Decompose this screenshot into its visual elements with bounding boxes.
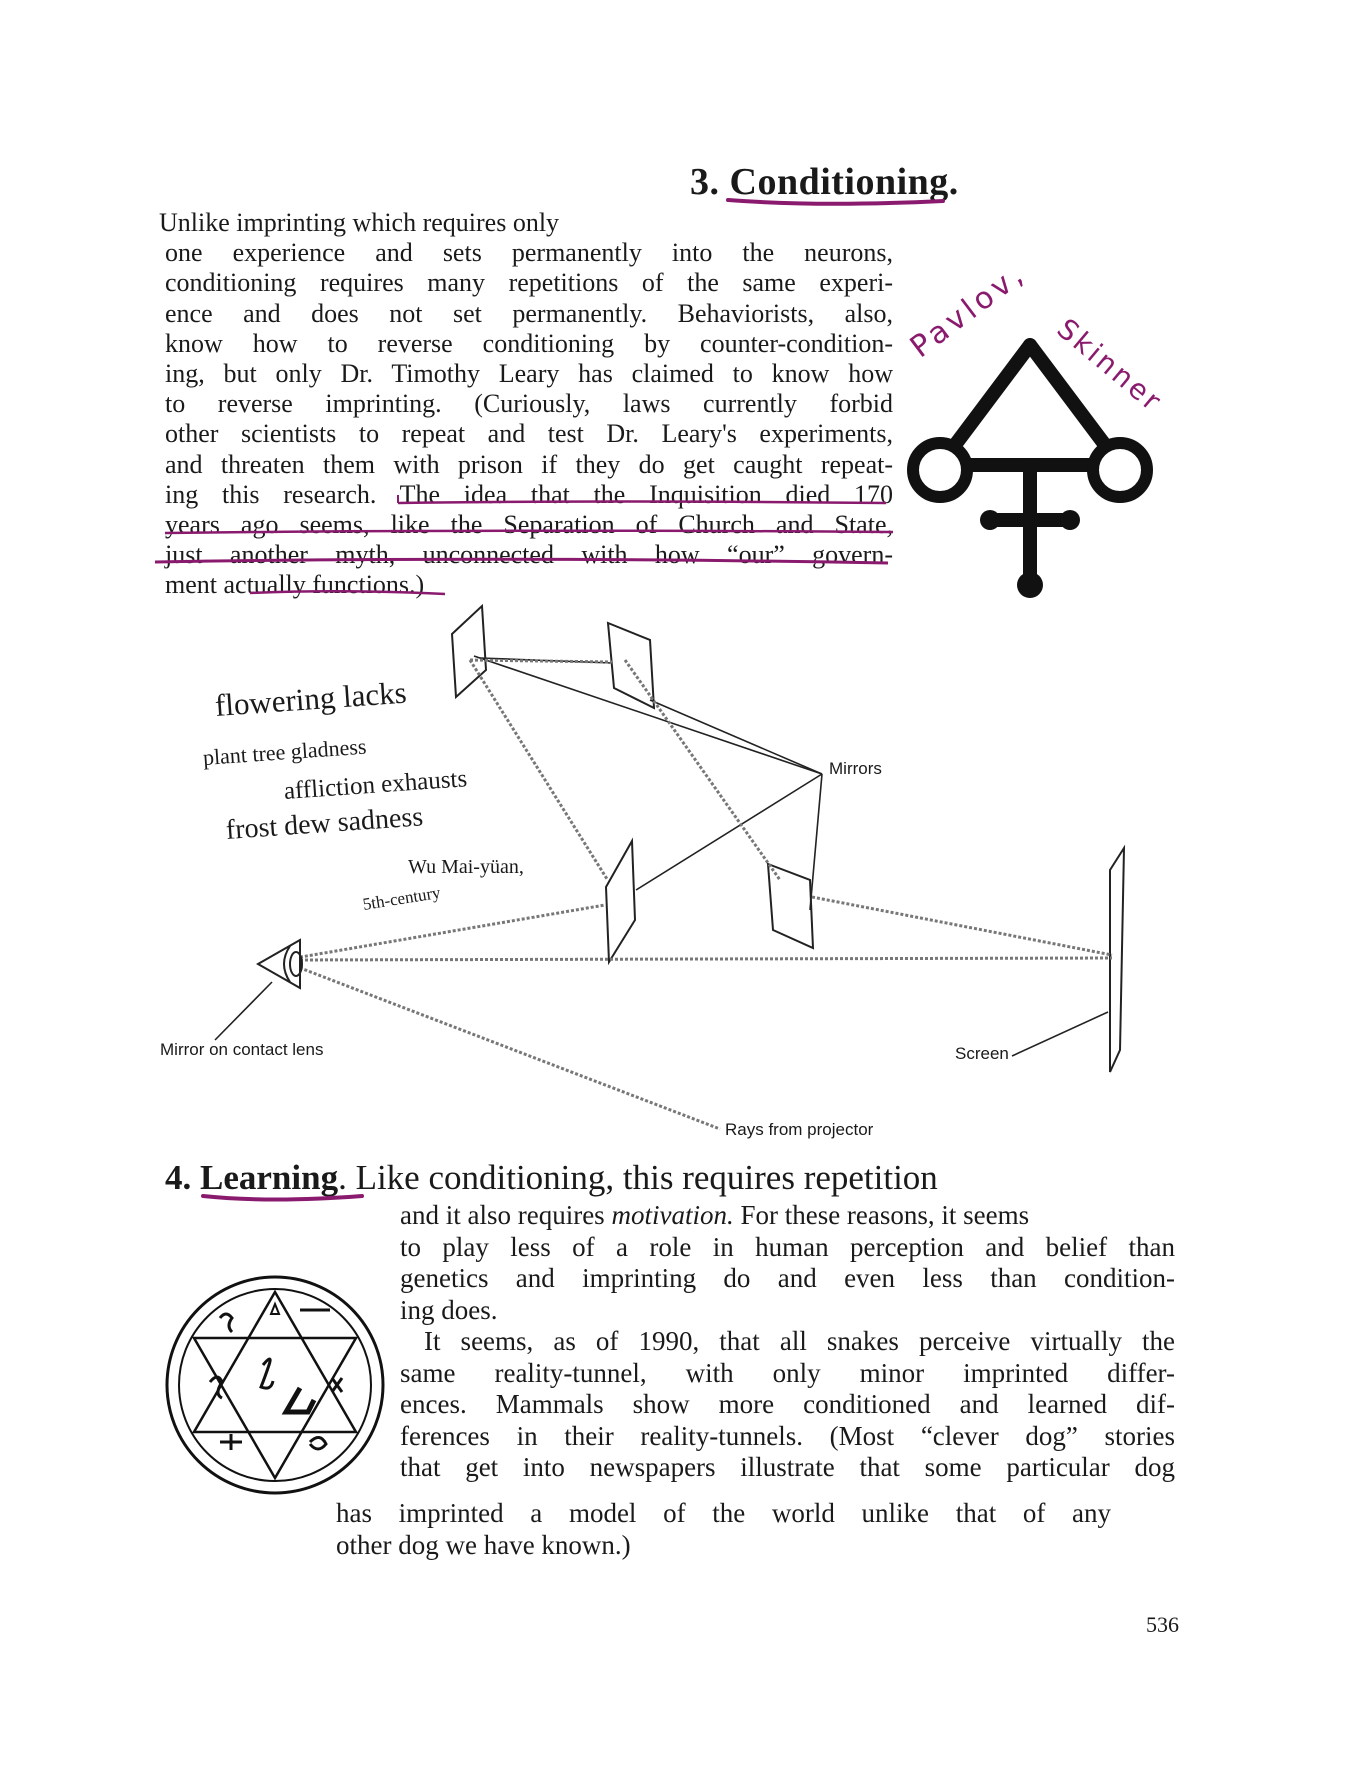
screen-panel [1110,848,1124,1072]
conditioning-paragraph [159,208,893,601]
label-rays-from-projector: Rays from projector [725,1120,874,1139]
poem-date: 5th-century [361,882,442,914]
paragraph-line: know how to reverse conditioning by counter-condition- [165,328,893,358]
paragraph-line: ences. Mammals show more conditioned and learned dif- [400,1389,1175,1419]
mirror-panel [452,606,486,697]
paragraph-line: other dog we have known.) [336,1529,631,1560]
paragraph-line: conditioning requires many repetitions of the same experi- [165,268,893,298]
paragraph-line: and it also requires motivation. For these reasons, it seems [400,1200,1030,1230]
learning-paragraph [400,1200,1175,1484]
paragraph-line: just another myth, unconnected with how “our” govern- [165,540,893,570]
poem-author: Wu Mai-yüan, [408,856,524,878]
paragraph-line: ing does. [400,1294,498,1325]
label-mirror-contact-lens: Mirror on contact lens [160,1040,324,1059]
paragraph-line: and threaten them with prison if they do get caught repeat- [165,449,893,479]
heading-text: 3. Conditioning. [690,161,959,203]
page-number: 536 [1146,1612,1179,1637]
mirror-panel [606,841,635,962]
paragraph-line: It seems, as of 1990, that all snakes perceive virtually the [424,1326,1175,1356]
paragraph-line: years ago seems, like the Separation of Church and State, [165,510,893,540]
paragraph-line: ing, but only Dr. Timothy Leary has claimed to know how [165,359,893,389]
section-heading-learning [165,1158,938,1198]
paragraph-line: ment actually functions.) [165,570,425,600]
poem-line: plant tree gladness [202,733,368,770]
poem-line: flowering lacks [213,674,408,723]
paragraph-line: genetics and imprinting do and even less than condition- [400,1263,1175,1293]
mirror-panel [768,864,813,948]
handwritten-note-skinner: Skinner [1050,312,1170,419]
paragraph-line: to play less of a role in human perception and belief than [400,1231,1175,1262]
hexagram-seal [160,1270,390,1500]
paragraph-line: same reality-tunnel, with only minor imprinted differ- [400,1357,1175,1388]
eye-icon [258,940,300,988]
italic-word: motivation. [611,1200,734,1230]
paragraph-line: ing this research. The idea that the Inquisition died 170 [165,479,893,509]
paragraph-line: has imprinted a model of the world unlike that of any [336,1498,1111,1528]
paragraph-line: ence and does not set permanently. Behaviorists, also, [165,298,893,328]
mirror-panel [608,623,654,708]
paragraph-line: Unlike imprinting which requires only [159,208,560,237]
heading-number: 4. [165,1158,192,1197]
poem-line: affliction exhausts [283,765,468,805]
paragraph-line: to reverse imprinting. (Curiously, laws currently forbid [165,389,893,419]
heading-keyword: Learning [200,1158,339,1197]
paragraph-line: that get into newspapers illustrate that some particular dog [400,1452,1175,1482]
section-heading-conditioning [690,160,959,204]
learning-paragraph-tail [336,1498,1111,1561]
label-mirrors: Mirrors [829,759,882,778]
paragraph-line: one experience and sets permanently into the neurons, [165,238,893,268]
poem-line: frost dew sadness [224,801,425,846]
paragraph-line: other scientists to repeat and test Dr. Leary's experiments, [165,419,893,449]
paragraph-line: ferences in their reality-tunnels. (Most “clever dog” stories [400,1420,1175,1451]
handwritten-note-pavlov: Pavlov, [903,255,1033,365]
label-screen: Screen [955,1044,1009,1063]
heading-rest: . Like conditioning, this requires repetition [338,1158,938,1197]
